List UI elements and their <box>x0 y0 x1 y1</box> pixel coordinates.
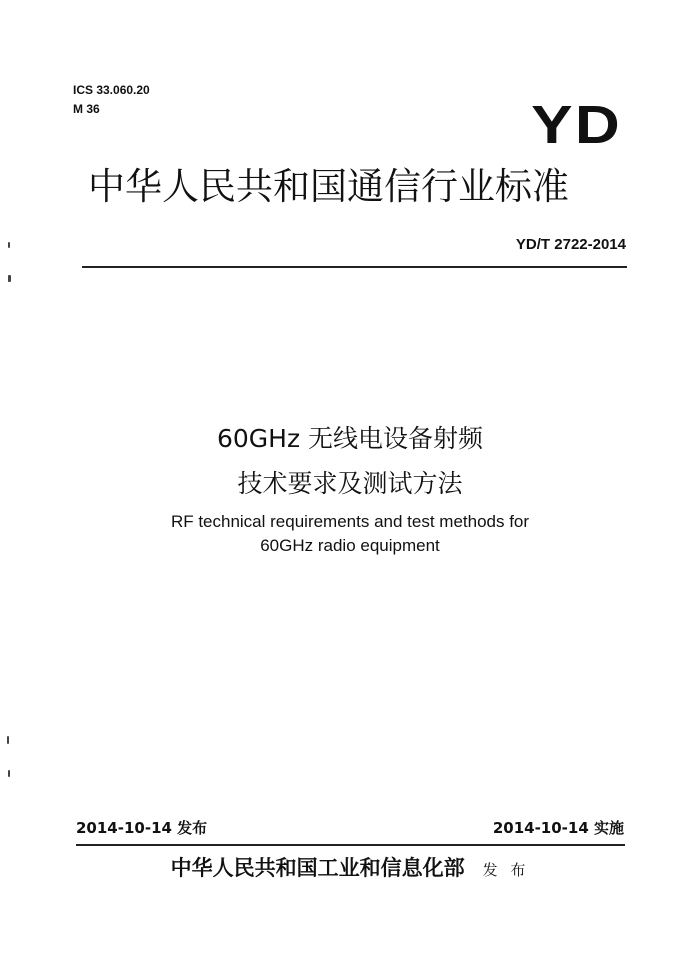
ics-code: ICS 33.060.20 <box>73 83 150 97</box>
chinese-title-line-1: 60GHz 无线电设备射频 <box>216 424 484 453</box>
header-divider <box>82 266 627 268</box>
standard-title: 中华人民共和国通信行业标准 <box>88 165 569 208</box>
issue-date: 2014-10-14 发布 <box>76 819 208 837</box>
yd-logo: YD <box>531 95 622 155</box>
publisher-name: 中华人民共和国工业和信息化部 <box>170 855 465 880</box>
ccs-code: M 36 <box>73 102 100 116</box>
chinese-title-line-2: 技术要求及测试方法 <box>237 469 463 498</box>
implement-date: 2014-10-14 实施 <box>492 819 624 837</box>
publisher-suffix: 发 布 <box>482 861 530 879</box>
english-title-line-1: RF technical requirements and test methods for <box>170 512 530 531</box>
standard-number: YD/T 2722-2014 <box>515 236 626 253</box>
scan-speck <box>8 275 11 282</box>
english-title-line-2: 60GHz radio equipment <box>260 536 440 555</box>
scan-speck <box>8 242 10 248</box>
scan-speck <box>8 770 10 777</box>
footer-divider <box>76 844 625 846</box>
publisher <box>0 853 700 885</box>
scan-speck <box>7 736 9 744</box>
